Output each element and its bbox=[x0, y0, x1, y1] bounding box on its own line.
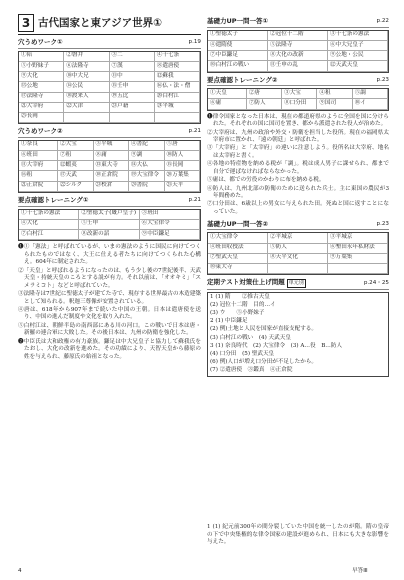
answer-cell: ⑧改新の詔 bbox=[79, 230, 139, 240]
answer-cell: ⑥大宝律令 bbox=[140, 220, 200, 230]
answer-cell: ⑤壬申 bbox=[79, 220, 139, 230]
page-ref: p.19 bbox=[188, 39, 201, 46]
answer-cell: ⑥庸 bbox=[208, 99, 247, 109]
explanation-item: ⑦口分田は、6歳以上の男女に与えられた田。死ぬと国に返すことになっていた。 bbox=[207, 201, 389, 215]
answer-cell: ①大宝律令 bbox=[208, 233, 268, 243]
explanation-item: ②「天皇」と呼ばれるようになったのは、もう少し後の7世紀後半、天武天皇・持統天皇のころとする説が有力。それ以前は、「オオキミ」「スメラミコト」などと呼ばれていた。 bbox=[18, 267, 201, 289]
answer-cell: ㉓校倉 bbox=[94, 182, 130, 192]
answer-cell: ②唐 bbox=[247, 89, 282, 99]
answer-cell: ⑧口分田 bbox=[282, 99, 317, 109]
answer-cell: ⑳万葉集 bbox=[165, 171, 201, 181]
answer-cell: ㉕長岡 bbox=[19, 113, 64, 123]
answer-cell: ②磐井 bbox=[64, 52, 109, 62]
answer-cell: ④租 bbox=[317, 89, 352, 99]
answer-cell: ②大宝 bbox=[58, 141, 93, 151]
explanation-item: (4) 口分田 (5) 聖武天皇 bbox=[210, 350, 275, 357]
answer-cell: ㉔書院 bbox=[129, 182, 164, 192]
answer-cell: ⑧遣唐使 bbox=[155, 62, 200, 72]
answer-cell: ⑦白村江 bbox=[19, 230, 79, 240]
left-column bbox=[18, 14, 201, 362]
answer-cell: ①聖徳太子 bbox=[208, 31, 268, 41]
answer-cell: ⑳白村江 bbox=[155, 93, 200, 103]
answer-cell: ①奈良 bbox=[19, 141, 58, 151]
explanation-item: 2 (1) 中臣鎌足 bbox=[210, 318, 248, 325]
answer-cell: ④書紀 bbox=[129, 141, 164, 151]
answer-cell: ⑮壬申 bbox=[110, 82, 155, 92]
footer-label: 早答ⅠⅡ bbox=[352, 568, 368, 574]
answer-cell: ①陪 bbox=[19, 52, 64, 62]
explanation-item: (7) ②遣唐使 ③鑑真 ④正倉院 bbox=[210, 367, 293, 374]
answer-cell: ④十七条 bbox=[155, 52, 200, 62]
explanation-item: (6) 例)人口が増え口分田が不足したから。 bbox=[210, 358, 317, 365]
explanation-item: (3) ウ ⑤小野妹子 bbox=[210, 310, 265, 317]
answer-cell: ㉒シルク bbox=[58, 182, 93, 192]
page-ref: p.21 bbox=[188, 128, 201, 135]
answer-grid-1 bbox=[18, 51, 201, 124]
section-header-r3 bbox=[207, 220, 389, 231]
section-title: 基礎力UP一問一答② bbox=[207, 219, 269, 228]
explanation-item: (3) 白村江の戦い (4) 天武天皇 bbox=[210, 334, 291, 341]
answer-cell: ⑫蘇我 bbox=[155, 72, 200, 82]
explanation-item: ⑤庸は、都での労役のかわりに布を納める税。 bbox=[207, 177, 325, 184]
section-title: 要点確認トレーニング① bbox=[18, 195, 89, 204]
answer-cell: ②冠位十二階 bbox=[268, 31, 328, 41]
answer-cell: ⑭公民 bbox=[64, 82, 109, 92]
answer-cell: ㉔平城 bbox=[155, 103, 200, 113]
answer-cell: ⑧大化の改新 bbox=[268, 51, 328, 61]
answer-cell: ⑮長岡 bbox=[165, 161, 201, 171]
answer-cell: ⑯仏・法・僧 bbox=[155, 82, 200, 92]
answer-cell: ⑩東大寺 bbox=[208, 264, 268, 274]
answer-cell: ㉒大津 bbox=[64, 103, 109, 113]
answer-cell: ⑥中大兄皇子 bbox=[328, 41, 388, 51]
answer-cell: ⑧庸 bbox=[94, 151, 130, 161]
section-header-r2 bbox=[207, 76, 389, 87]
bottom-note: 1 (1) 紀元前300年の間分裂していた中国を統一したのが隋。隋の皇帝の下で中央集権的な律令国家の建設が進められ、日本にも大きな影響を与えた。 bbox=[207, 524, 389, 546]
answer-cell: ⑦租 bbox=[58, 151, 93, 161]
answer-cell: ㉑大宰府 bbox=[19, 103, 64, 113]
answer-cell: ③十七条の憲法 bbox=[328, 31, 388, 41]
explanation-item: ③「大宰府」と「太宰府」の違いに注意しよう。役所名は大宰府、地名は太宰府と書く。 bbox=[207, 145, 389, 159]
answer-list bbox=[207, 292, 389, 377]
answer-grid-r3 bbox=[207, 232, 389, 275]
answer-cell: ③二 bbox=[110, 52, 155, 62]
section-header-3 bbox=[18, 196, 201, 207]
answer-cell: ③大宝 bbox=[282, 89, 317, 99]
unit-badge: 単元別 bbox=[288, 280, 304, 287]
answer-cell: ⑩イ bbox=[353, 99, 388, 109]
right-column bbox=[207, 14, 389, 377]
answer-cell: ⑤小野妹子 bbox=[19, 62, 64, 72]
chapter-title: 古代国家と東アジア世界① bbox=[38, 16, 162, 29]
answer-cell: ⑥法隆寺 bbox=[64, 62, 109, 72]
answer-grid-3 bbox=[18, 209, 201, 242]
page-ref: p.23 bbox=[376, 76, 389, 83]
answer-cell: ⑨調 bbox=[129, 151, 164, 161]
answer-cell bbox=[155, 113, 200, 123]
explanation-item: ③法隆寺は7世紀に聖徳太子が建てた寺で、現存する世界最古の木造建築として知られる。釈迦三尊像が安置されている。 bbox=[18, 290, 201, 305]
answer-cell: ⑬公地 bbox=[19, 82, 64, 92]
explanation-text-right bbox=[207, 114, 389, 217]
answer-cell: ⑲五比 bbox=[110, 93, 155, 103]
answer-cell: ④遣隋使 bbox=[208, 41, 268, 51]
section-header-2 bbox=[18, 127, 201, 138]
section-title: 定期テスト対策仕上げ問題 bbox=[207, 278, 285, 287]
answer-cell: ③平城 bbox=[94, 141, 130, 151]
answer-cell: ⑪中 bbox=[110, 72, 155, 82]
answer-cell bbox=[268, 264, 328, 274]
answer-cell: ①天皇 bbox=[208, 89, 247, 99]
answer-cell: ⑦聖武天皇 bbox=[208, 254, 268, 264]
answer-cell: ⑧天平文化 bbox=[268, 254, 328, 264]
answer-cell: ⑦中臣鎌足 bbox=[208, 51, 268, 61]
answer-cell: ⑬東大寺 bbox=[94, 161, 130, 171]
answer-cell: ⑤唐 bbox=[165, 141, 201, 151]
answer-cell: ⑲大宝律令 bbox=[129, 171, 164, 181]
answer-cell: ⑭大仏 bbox=[129, 161, 164, 171]
answer-grid-r1 bbox=[207, 30, 389, 73]
page-ref: p.21 bbox=[188, 197, 201, 203]
answer-cell: ⑨万葉集 bbox=[328, 254, 388, 264]
answer-cell: ⑱渡来人 bbox=[64, 93, 109, 103]
answer-cell: ⑰天武 bbox=[58, 171, 93, 181]
answer-cell: ⑯租 bbox=[19, 171, 58, 181]
answer-cell bbox=[110, 113, 155, 123]
page-ref: p.22 bbox=[376, 18, 389, 25]
section-title: 穴うめワーク② bbox=[18, 127, 63, 136]
explanation-item: (2) 冠位十二階 目的…イ bbox=[210, 301, 276, 308]
answer-cell: ⑩中大兄 bbox=[64, 72, 109, 82]
answer-cell: ㉓戸籍 bbox=[110, 103, 155, 113]
answer-cell: ⑨中臣鎌足 bbox=[140, 230, 200, 240]
answer-cell: ⑪壬申の乱 bbox=[268, 61, 328, 71]
answer-cell: ④大化 bbox=[19, 220, 79, 230]
answer-cell: ②聖徳太子(厩戸皇子) bbox=[79, 210, 139, 220]
chapter-header bbox=[18, 14, 201, 35]
answer-cell: ⑤防人 bbox=[268, 244, 328, 254]
explanation-item: ④唐は、618年から907年まで続いた中国の王朝。日本は遣唐使を送り、中国の進んだ制度や文化を取り入れた。 bbox=[18, 306, 201, 321]
answer-cell: ㉑正倉院 bbox=[19, 182, 58, 192]
answer-cell: ③班田 bbox=[140, 210, 200, 220]
answer-grid-r2 bbox=[207, 88, 389, 110]
answer-cell: ⑱正倉院 bbox=[94, 171, 130, 181]
answer-cell: ⑤法隆寺 bbox=[268, 41, 328, 51]
answer-cell: ⑨大化 bbox=[19, 72, 64, 82]
page-number: 4 bbox=[18, 568, 22, 574]
explanation-item: (2) 例)土地と人民を国家が直接支配する。 bbox=[210, 326, 317, 333]
answer-cell: ⑥墾田永年私財法 bbox=[328, 244, 388, 254]
section-title: 穴うめワーク① bbox=[18, 38, 63, 46]
answer-cell bbox=[64, 113, 109, 123]
answer-cell: ⑤調 bbox=[353, 89, 388, 99]
section-title: 基礎力UP一問一答① bbox=[207, 17, 269, 25]
explanation-item: ⑤白村江は、朝鮮半島の南西部にある川の河口。この戦いで日本は唐・新羅の連合軍に大敗した。その後日本は、九州の防衛を強化した。 bbox=[18, 322, 201, 337]
answer-cell: ④班田収授法 bbox=[208, 244, 268, 254]
answer-cell: ⑩白村江の戦い bbox=[208, 61, 268, 71]
explanation-item: ②大宰府は、九州の政治や外交・防衛を担当した役所。現在の福岡県太宰府市に置かれ、「遠の朝廷」と呼ばれた。 bbox=[207, 129, 389, 144]
explanation-item: ❶①「憲法」と呼ばれているが、いまの憲法のように国民に向けてつくられたものではなく、大王に仕える者たちに向けてつくられた心構え。604年に制定された。 bbox=[18, 244, 201, 266]
answer-cell: ⑫天武天皇 bbox=[328, 61, 388, 71]
explanation-text bbox=[18, 244, 201, 361]
answer-cell: ③平城京 bbox=[328, 233, 388, 243]
page-ref: p.24・25 bbox=[363, 280, 389, 287]
answer-grid-2 bbox=[18, 140, 201, 193]
explanation-item: 1 (1) 隋 ②推古天皇 bbox=[210, 293, 270, 300]
answer-cell: ⑩防人 bbox=[165, 151, 201, 161]
answer-cell: ⑫蝦夷 bbox=[58, 161, 93, 171]
explanation-item: ❷中臣氏は大和政権の有力豪族。鎌足は中大兄皇子と協力して蘇我氏をたおし、大化の改新を進めた。その功績により、天智天皇から藤原の姓を与えられ、藤原氏の始祖となった。 bbox=[18, 338, 201, 360]
explanation-item: 3 (1) 奈良時代 (2) 大宝律令 (3) A…役 B…防人 bbox=[210, 342, 343, 349]
explanation-item: ④各地の特産物を納める税が「調」。税は成人男子に課せられ、都まで自分で運ばなければならなかった。 bbox=[207, 161, 389, 175]
section-title: 要点確認トレーニング② bbox=[207, 75, 278, 84]
explanation-item: ⑥防人は、九州北部の防衛のために送られた兵士。主に東国の農民が3年間務めた。 bbox=[207, 185, 389, 200]
section-header-r1 bbox=[207, 17, 389, 28]
answer-cell: ⑥班田 bbox=[19, 151, 58, 161]
chapter-number: 3 bbox=[18, 14, 34, 32]
answer-cell: ⑨公地・公民 bbox=[328, 51, 388, 61]
answer-cell: ⑨国司 bbox=[317, 99, 352, 109]
answer-cell: ㉕天平 bbox=[165, 182, 201, 192]
answer-cell: ⑪大宰府 bbox=[19, 161, 58, 171]
section-header-1 bbox=[18, 38, 201, 49]
answer-cell: ②平城京 bbox=[268, 233, 328, 243]
page-ref: p.23 bbox=[376, 220, 389, 227]
answer-cell: ①十七条の憲法 bbox=[19, 210, 79, 220]
answer-cell: ⑰法隆寺 bbox=[19, 93, 64, 103]
answer-cell: ⑦防人 bbox=[247, 99, 282, 109]
section-header-r4 bbox=[207, 278, 389, 290]
explanation-item: ❶律令国家となった日本は、現在の都道府県のように全国を国に分けられた。それぞれの国に国司を置き、都から派遣された役人が治めた。 bbox=[207, 113, 389, 128]
answer-cell bbox=[328, 264, 388, 274]
answer-cell: ⑦漢 bbox=[110, 62, 155, 72]
